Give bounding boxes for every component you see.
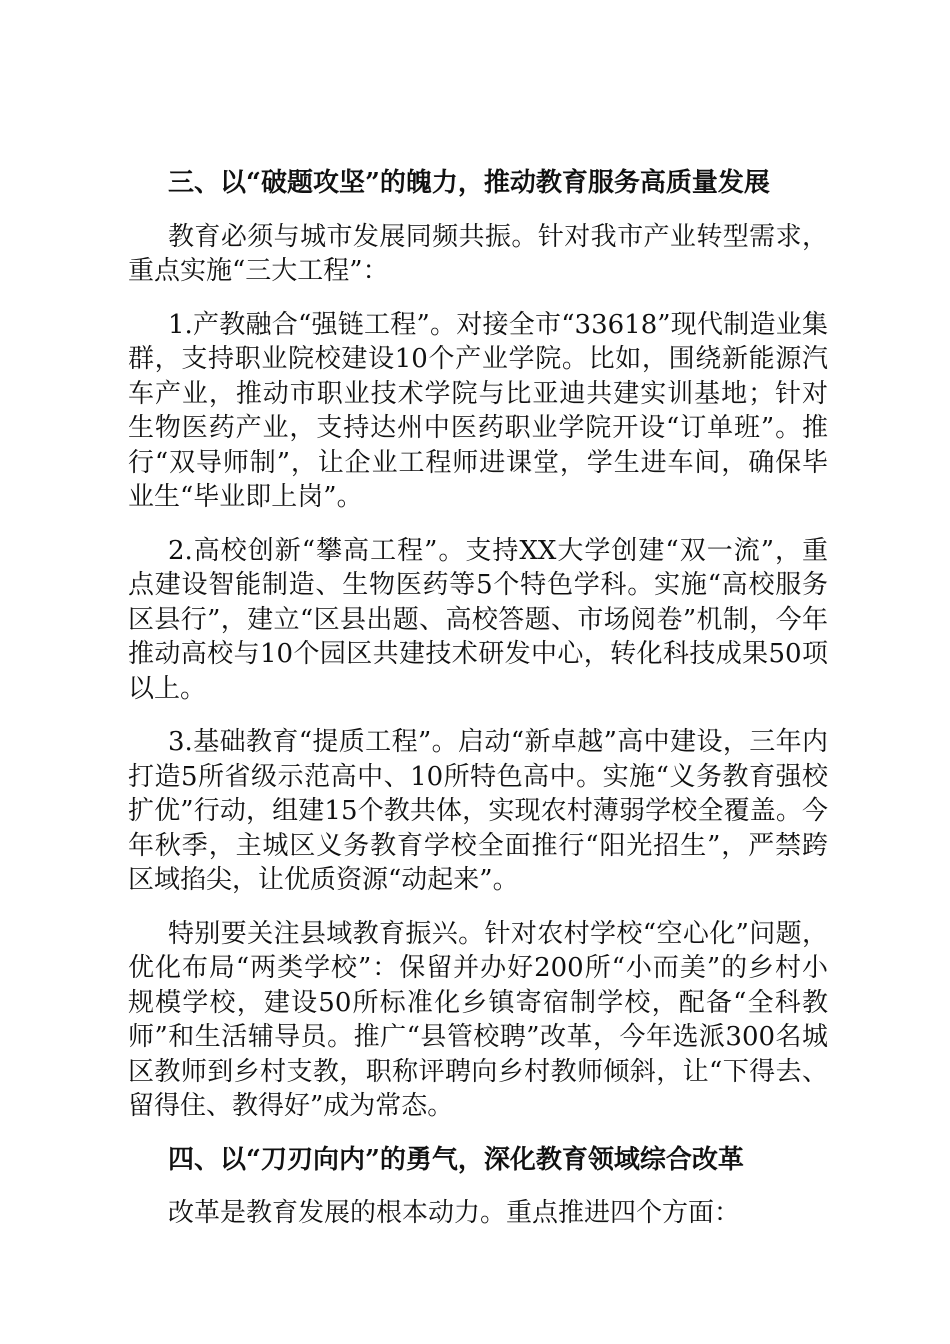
paragraph-reform-intro: 改革是教育发展的根本动力。重点推进四个方面： xyxy=(168,1198,741,1228)
paragraph-basic-education: 3.基础教育“提质工程”。启动“新卓越”高中建设，三年内打造5所省级示范高中、10所特色高中。实施“义务教育强校扩优”行动，组建15个教共体，实现农村薄弱学校全覆盖。今年秋季，主城区义务教育学校全面推行“阳光招生”，严禁跨区域掐尖，让优质资源“动起来”。 xyxy=(128,727,828,895)
paragraph-intro: 教育必须与城市发展同频共振。针对我市产业转型需求，重点实施“三大工程”： xyxy=(128,221,828,286)
paragraph-county-education: 特别要关注县域教育振兴。针对农村学校“空心化”问题，优化布局“两类学校”：保留并办好200所“小而美”的乡村小规模学校，建设50所标准化乡镇寄宿制学校，配备“全科教师”和生活辅导员。推广“县管校聘”改革，今年选派300名城区教师到乡村支教，职称评聘向乡村教师倾斜，让“下得去、留得住、教得好”成为常态。 xyxy=(128,918,828,1121)
paragraph-industry-education: 1.产教融合“强链工程”。对接全市“33618”现代制造业集群，支持职业院校建设10个产业学院。比如，围绕新能源汽车产业，推动市职业技术学院与比亚迪共建实训基地；针对生物医药产业，支持达州中医药职业学院开设“订单班”。推行“双导师制”，让企业工程师进课堂，学生进车间，确保毕业生“毕业即上岗”。 xyxy=(128,309,828,512)
section-heading-4: 四、以“刀刃向内”的勇气，深化教育领域综合改革 xyxy=(168,1144,744,1175)
section-heading-3: 三、以“破题攻坚”的魄力，推动教育服务高质量发展 xyxy=(168,168,770,198)
paragraph-university-innovation: 2.高校创新“攀高工程”。支持XX大学创建“双一流”，重点建设智能制造、生物医药等5个特色学科。实施“高校服务区县行”，建立“区县出题、高校答题、市场阅卷”机制，今年推动高校与10个园区共建技术研发中心，转化科技成果50项以上。 xyxy=(128,535,828,704)
document-body xyxy=(128,166,828,1250)
